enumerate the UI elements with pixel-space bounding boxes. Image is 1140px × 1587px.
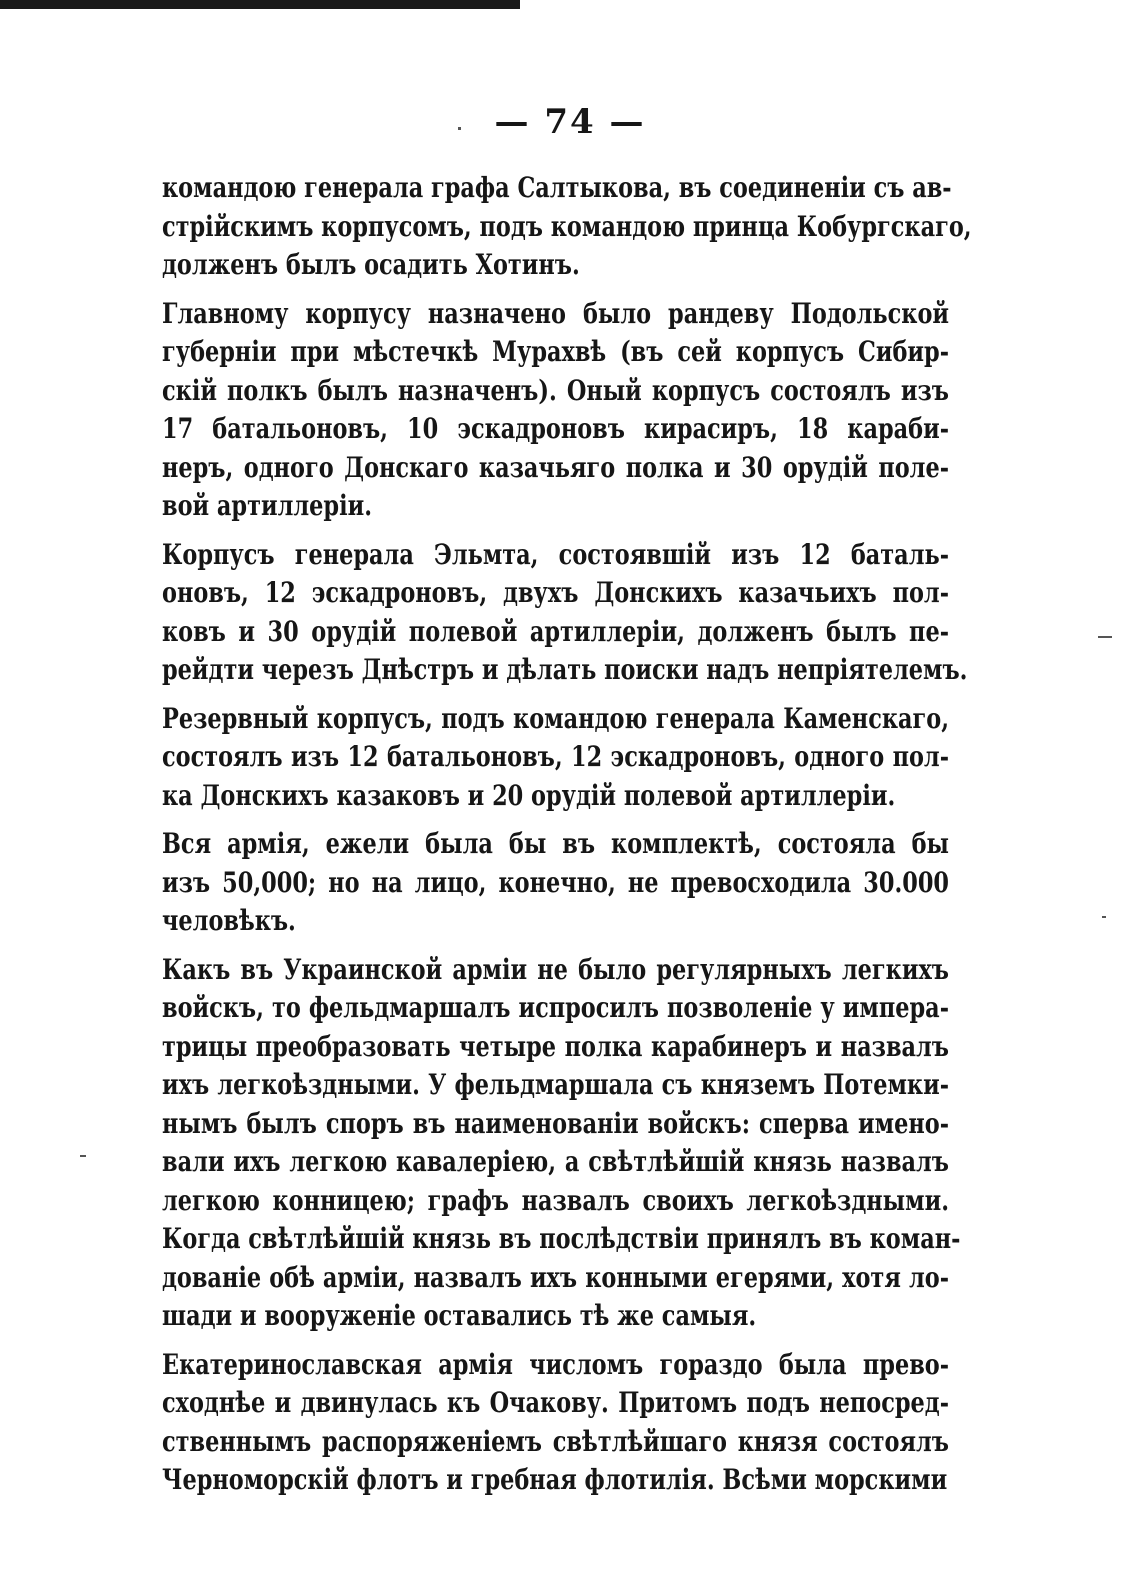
top-edge-rule (0, 0, 520, 9)
text-line: Когда свѣтлѣйшій князь въ послѣдствіи принялъ въ коман- (162, 1222, 961, 1255)
scan-speck (1102, 916, 1106, 918)
text-line: нымъ былъ споръ въ наименованіи войскъ: сперва имено- (162, 1106, 949, 1140)
page-body (162, 169, 972, 1510)
text-line: состоялъ изъ 12 батальоновъ, 12 эскадроновъ, одного пол- (162, 740, 949, 773)
text-line: вали ихъ легкою кавалеріею, а свѣтлѣйшій князь назвалъ (162, 1145, 949, 1178)
text-line: долженъ былъ осадить Хотинъ. (162, 248, 580, 281)
text-line: Корпусъ генерала Эльмта, состоявшій изъ 12 баталь- (162, 537, 949, 571)
text-line: человѣкъ. (162, 904, 296, 937)
text-line: ковъ и 30 орудій полевой артиллеріи, долженъ былъ пе- (162, 614, 949, 648)
text-line: Резервный корпусъ, подъ командою генерала Каменскаго, (162, 701, 949, 735)
text-line: шади и вооруженіе оставались тѣ же самыя. (162, 1299, 757, 1332)
paragraph (162, 951, 961, 1336)
paragraph (162, 169, 972, 285)
paragraph (162, 536, 968, 690)
text-line: ственнымъ распоряженіемъ свѣтлѣйшаго князя состоялъ (162, 1424, 949, 1458)
text-line: дованіе обѣ арміи, назвалъ ихъ конными егерями, хотя ло- (162, 1260, 949, 1294)
text-line: стрійскимъ корпусомъ, подъ командою принца Кобургскаго, (162, 209, 972, 243)
text-line: изъ 50,000; но на лицо, конечно, не превосходила 30.000 (162, 865, 949, 899)
text-line: оновъ, 12 эскадроновъ, двухъ Донскихъ казачьихъ пол- (162, 576, 949, 609)
text-line: Главному корпусу назначено было рандеву Подольской (162, 296, 949, 330)
text-line: 17 батальоновъ, 10 эскадроновъ кирасиръ, 18 караби- (162, 412, 949, 445)
text-line: губерніи при мѣстечкѣ Мурахвѣ (въ сей корпусъ Сибир- (162, 335, 949, 368)
text-line: легкою конницею; графъ назвалъ своихъ легкоѣздными. (162, 1183, 949, 1217)
text-line: Черноморскій флотъ и гребная флотилія. Всѣми морскими (162, 1463, 948, 1496)
text-line: войскъ, то фельдмаршалъ испросилъ позволеніе у импера- (162, 991, 949, 1024)
paragraph (162, 295, 949, 526)
text-line: Екатеринославская армія числомъ гораздо была прево- (162, 1347, 949, 1381)
paragraph (162, 825, 949, 941)
text-line: Вся армія, ежели была бы въ комплектѣ, состояла бы (162, 827, 949, 860)
text-line: сходнѣе и двинулась къ Очакову. Притомъ подъ непосред- (162, 1386, 949, 1419)
scan-speck (80, 1155, 86, 1157)
paragraph (162, 700, 949, 816)
scan-speck (1098, 636, 1112, 638)
text-line: вой артиллеріи. (162, 489, 373, 522)
text-line: командою генерала графа Салтыкова, въ соединеніи съ ав- (162, 171, 952, 204)
text-line: ка Донскихъ казаковъ и 20 орудій полевой артиллеріи. (162, 778, 896, 812)
text-line: трицы преобразовать четыре полка карабинеръ и назвалъ (162, 1029, 949, 1063)
text-line: Какъ въ Украинской арміи не было регулярныхъ легкихъ (162, 952, 949, 986)
paragraph (162, 1346, 949, 1500)
text-line: скій полкъ былъ назначенъ). Оный корпусъ состоялъ изъ (162, 373, 949, 407)
text-line: ихъ легкоѣздными. У фельдмаршала съ княземъ Потемки- (162, 1068, 949, 1101)
page-number: — 74 — (494, 102, 646, 142)
text-line: рейдти черезъ Днѣстръ и дѣлать поиски надъ непріятелемъ. (162, 653, 968, 686)
text-line: неръ, одного Донскаго казачьяго полка и 30 орудій поле- (162, 450, 949, 484)
